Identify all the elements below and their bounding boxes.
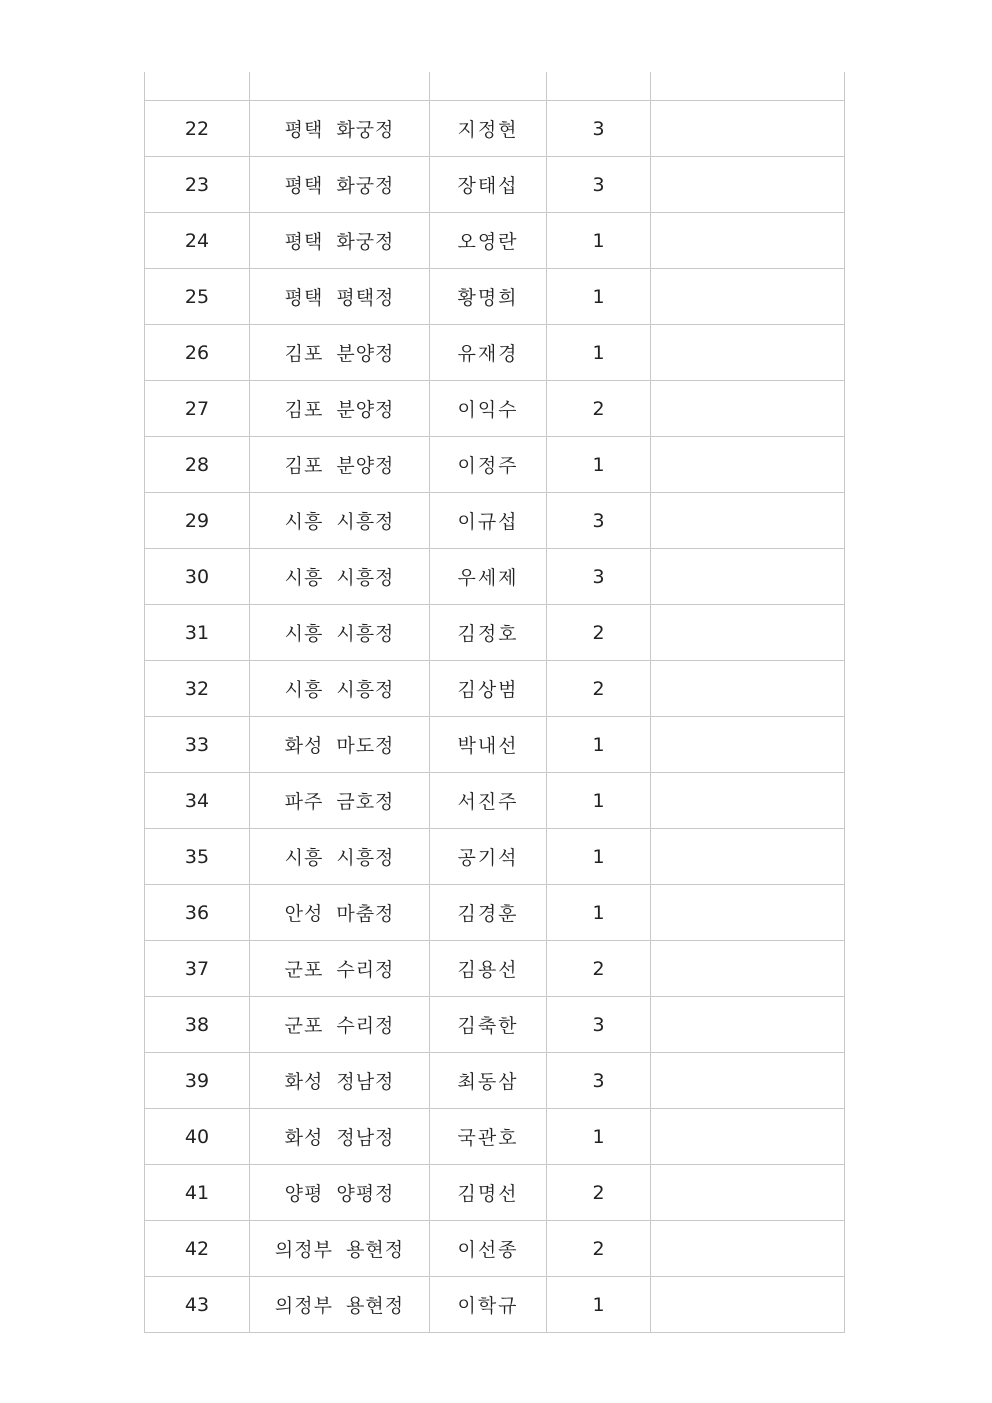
row-grade: 2 <box>547 605 651 661</box>
table-row <box>145 381 845 437</box>
roster-table-body <box>145 72 845 1333</box>
row-name: 최동삼 <box>430 1053 547 1109</box>
row-grade: 1 <box>547 1277 651 1333</box>
table-row <box>145 325 845 381</box>
row-number: 35 <box>145 829 250 885</box>
row-number: 40 <box>145 1109 250 1165</box>
row-note <box>651 437 845 493</box>
row-number: 30 <box>145 549 250 605</box>
table-row <box>145 885 845 941</box>
table-row <box>145 997 845 1053</box>
row-club: 평택 화궁정 <box>250 213 430 269</box>
row-club: 평택 화궁정 <box>250 157 430 213</box>
row-grade: 1 <box>547 437 651 493</box>
row-name: 서진주 <box>430 773 547 829</box>
row-number: 29 <box>145 493 250 549</box>
row-note <box>651 997 845 1053</box>
row-name: 이익수 <box>430 381 547 437</box>
row-name: 우세제 <box>430 549 547 605</box>
row-club: 평택 화궁정 <box>250 101 430 157</box>
table-row <box>145 1053 845 1109</box>
row-club: 화성 정남정 <box>250 1109 430 1165</box>
row-grade: 2 <box>547 381 651 437</box>
row-number: 43 <box>145 1277 250 1333</box>
row-note <box>651 1221 845 1277</box>
row-grade: 1 <box>547 325 651 381</box>
row-name: 공기석 <box>430 829 547 885</box>
row-number: 36 <box>145 885 250 941</box>
row-note <box>651 101 845 157</box>
row-club: 김포 분양정 <box>250 325 430 381</box>
row-note <box>651 773 845 829</box>
row-note <box>651 493 845 549</box>
table-cell <box>547 72 651 101</box>
row-note <box>651 381 845 437</box>
row-grade: 2 <box>547 1165 651 1221</box>
row-grade: 2 <box>547 661 651 717</box>
table-cell <box>651 72 845 101</box>
row-name: 김축한 <box>430 997 547 1053</box>
row-name: 김경훈 <box>430 885 547 941</box>
table-row-continued <box>145 72 845 101</box>
row-number: 24 <box>145 213 250 269</box>
row-grade: 1 <box>547 213 651 269</box>
row-grade: 1 <box>547 717 651 773</box>
row-grade: 3 <box>547 157 651 213</box>
table-row <box>145 269 845 325</box>
row-club: 의정부 용현정 <box>250 1277 430 1333</box>
row-name: 오영란 <box>430 213 547 269</box>
row-number: 42 <box>145 1221 250 1277</box>
row-club: 의정부 용현정 <box>250 1221 430 1277</box>
row-note <box>651 1053 845 1109</box>
row-name: 김명선 <box>430 1165 547 1221</box>
row-name: 황명희 <box>430 269 547 325</box>
row-number: 34 <box>145 773 250 829</box>
row-note <box>651 1109 845 1165</box>
row-note <box>651 661 845 717</box>
row-grade: 1 <box>547 773 651 829</box>
row-name: 이정주 <box>430 437 547 493</box>
row-club: 양평 양평정 <box>250 1165 430 1221</box>
row-club: 화성 정남정 <box>250 1053 430 1109</box>
row-note <box>651 941 845 997</box>
row-club: 시흥 시흥정 <box>250 829 430 885</box>
table-row <box>145 1109 845 1165</box>
row-name: 박내선 <box>430 717 547 773</box>
row-note <box>651 213 845 269</box>
row-name: 김용선 <box>430 941 547 997</box>
row-club: 시흥 시흥정 <box>250 549 430 605</box>
row-name: 이규섭 <box>430 493 547 549</box>
row-number: 32 <box>145 661 250 717</box>
roster-table <box>144 72 845 1333</box>
table-row <box>145 213 845 269</box>
row-grade: 3 <box>547 101 651 157</box>
row-number: 33 <box>145 717 250 773</box>
row-number: 26 <box>145 325 250 381</box>
row-name: 이선종 <box>430 1221 547 1277</box>
table-row <box>145 1277 845 1333</box>
row-club: 평택 평택정 <box>250 269 430 325</box>
table-row <box>145 1221 845 1277</box>
row-note <box>651 549 845 605</box>
row-name: 이학규 <box>430 1277 547 1333</box>
table-cell <box>250 72 430 101</box>
row-note <box>651 325 845 381</box>
row-number: 27 <box>145 381 250 437</box>
row-number: 41 <box>145 1165 250 1221</box>
table-row <box>145 605 845 661</box>
row-club: 화성 마도정 <box>250 717 430 773</box>
table-row <box>145 829 845 885</box>
row-name: 국관호 <box>430 1109 547 1165</box>
table-row <box>145 549 845 605</box>
row-club: 김포 분양정 <box>250 381 430 437</box>
row-club: 시흥 시흥정 <box>250 661 430 717</box>
row-club: 군포 수리정 <box>250 941 430 997</box>
row-number: 39 <box>145 1053 250 1109</box>
row-club: 김포 분양정 <box>250 437 430 493</box>
row-number: 25 <box>145 269 250 325</box>
row-number: 22 <box>145 101 250 157</box>
row-name: 지정현 <box>430 101 547 157</box>
row-grade: 3 <box>547 493 651 549</box>
row-club: 파주 금호정 <box>250 773 430 829</box>
row-note <box>651 1277 845 1333</box>
row-name: 장태섭 <box>430 157 547 213</box>
table-cell <box>145 72 250 101</box>
table-row <box>145 773 845 829</box>
table-row <box>145 661 845 717</box>
row-grade: 1 <box>547 885 651 941</box>
row-note <box>651 605 845 661</box>
row-note <box>651 1165 845 1221</box>
table-cell <box>430 72 547 101</box>
row-grade: 1 <box>547 829 651 885</box>
table-row <box>145 437 845 493</box>
row-number: 28 <box>145 437 250 493</box>
row-club: 시흥 시흥정 <box>250 605 430 661</box>
row-grade: 3 <box>547 1053 651 1109</box>
row-grade: 1 <box>547 269 651 325</box>
row-number: 37 <box>145 941 250 997</box>
row-grade: 3 <box>547 549 651 605</box>
row-club: 안성 마춤정 <box>250 885 430 941</box>
row-note <box>651 829 845 885</box>
row-number: 31 <box>145 605 250 661</box>
row-grade: 1 <box>547 1109 651 1165</box>
table-row <box>145 157 845 213</box>
row-club: 시흥 시흥정 <box>250 493 430 549</box>
table-row <box>145 1165 845 1221</box>
row-note <box>651 157 845 213</box>
row-note <box>651 717 845 773</box>
row-name: 유재경 <box>430 325 547 381</box>
table-row <box>145 717 845 773</box>
row-number: 38 <box>145 997 250 1053</box>
row-club: 군포 수리정 <box>250 997 430 1053</box>
row-number: 23 <box>145 157 250 213</box>
row-name: 김정호 <box>430 605 547 661</box>
row-grade: 3 <box>547 997 651 1053</box>
row-note <box>651 885 845 941</box>
row-note <box>651 269 845 325</box>
table-row <box>145 493 845 549</box>
row-name: 김상범 <box>430 661 547 717</box>
row-grade: 2 <box>547 1221 651 1277</box>
table-row <box>145 941 845 997</box>
row-grade: 2 <box>547 941 651 997</box>
table-row <box>145 101 845 157</box>
